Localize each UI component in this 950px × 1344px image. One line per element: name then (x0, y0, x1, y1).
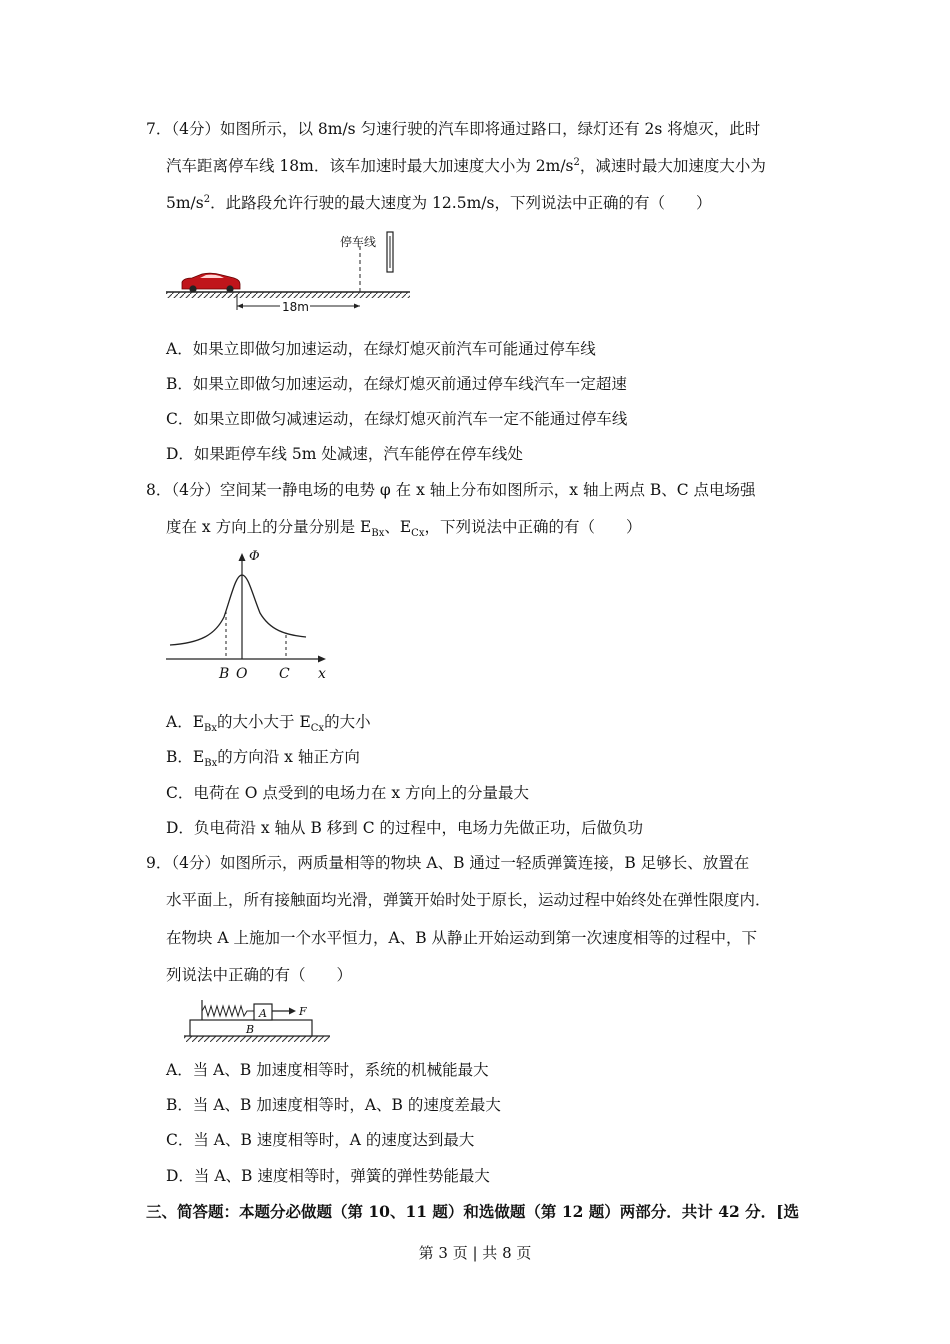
q7-superscript: 2 (573, 156, 580, 168)
q9-ground-hatch (184, 1036, 330, 1042)
q8-option-d: D．负电荷沿 x 轴从 B 移到 C 的过程中，电场力先做正功，后做负功 (166, 819, 643, 837)
q8-sub-cx: Cx (411, 528, 425, 540)
q7-line3-text-b: ．此路段允许行驶的最大速度为 12.5m/s，下列说法中正确的有（ ） (210, 194, 712, 212)
q7-option-b: B．如果立即做匀加速运动，在绿灯熄灭前通过停车线汽车一定超速 (166, 375, 627, 393)
traffic-light-icon (387, 232, 393, 272)
q7-superscript-2: 2 (203, 193, 211, 205)
q7-ground-hatch (166, 292, 410, 298)
q9-stem-line3: 在物块 A 上施加一个水平恒力，A、B 从静止开始运动到第一次速度相等的过程中，下 (166, 929, 758, 947)
q8-x-label: x (318, 666, 326, 682)
q8-phi-label: Φ (249, 549, 260, 564)
q7-stem-line3 (166, 193, 711, 213)
q7-option-c: C．如果立即做匀减速运动，在绿灯熄灭前汽车一定不能通过停车线 (166, 410, 628, 428)
q9-option-b: B．当 A、B 加速度相等时，A、B 的速度差最大 (166, 1096, 501, 1114)
q8-option-b (166, 747, 360, 770)
q7-arrowhead-right (354, 304, 360, 309)
page-footer: 第 3 页 | 共 8 页 (418, 1244, 532, 1262)
q9-stem-line1: 9．（4分）如图所示，两质量相等的物块 A、B 通过一轻质弹簧连接，B 足够长、放置在 (146, 854, 750, 872)
spring-icon (202, 1006, 254, 1016)
q8-stem-line1: 8．（4分）空间某一静电场的电势 φ 在 x 轴上分布如图所示，x 轴上两点 B、C 点电场强 (146, 481, 756, 499)
q7-line2-text-b: ，减速时最大加速度大小为 (579, 157, 766, 175)
q8-x-axis-arrow (318, 656, 326, 663)
q9-a-label: A (259, 1007, 267, 1020)
q8-opta-text-b: 的大小大于 E (217, 713, 311, 731)
q8-option-a (166, 712, 371, 735)
q7-option-a: A．如果立即做匀加速运动，在绿灯熄灭前汽车可能通过停车线 (166, 340, 596, 358)
q8-sub-bx: Bx (371, 528, 385, 540)
q9-stem-line4: 列说法中正确的有（ ） (166, 966, 353, 984)
q8-b-label: B (219, 666, 230, 682)
q9-f-label: F (299, 1005, 307, 1018)
q8-c-label: C (279, 666, 290, 682)
q8-line2-text-c: ，下列说法中正确的有（ ） (424, 518, 642, 536)
q9-force-arrowhead (289, 1008, 296, 1015)
q7-figure (160, 228, 420, 323)
q8-option-c: C．电荷在 O 点受到的电场力在 x 方向上的分量最大 (166, 784, 530, 802)
q8-potential-curve (170, 575, 306, 645)
q7-line2-text-a: 汽车距离停车线 18m．该车加速时最大加速度大小为 2m/s (166, 157, 574, 175)
q9-option-d: D．当 A、B 速度相等时，弹簧的弹性势能最大 (166, 1167, 490, 1185)
q7-line3-text-a: 5m/s (166, 194, 204, 212)
q8-opta-sub-cx: Cx (310, 723, 325, 735)
q8-opta-text-c: 的大小 (324, 713, 371, 731)
q9-option-c: C．当 A、B 速度相等时，A 的速度达到最大 (166, 1131, 475, 1149)
q8-stem-line2 (166, 517, 642, 540)
car-icon (182, 273, 240, 292)
q8-optb-text-a: B．E (166, 748, 205, 766)
q7-stem-line2 (166, 156, 766, 176)
q7-stem-line1: 7．（4分）如图所示，以 8m/s 匀速行驶的汽车即将通过路口，绿灯还有 2s 将熄灭，此时 (146, 120, 761, 138)
q8-opta-sub-bx: Bx (204, 723, 218, 735)
q7-stop-line-label: 停车线 (340, 235, 377, 249)
section-3-heading: 三、简答题：本题分必做题（第 10、11 题）和选做题（第 12 题）两部分．共计 42 分．[选 (146, 1202, 799, 1221)
q7-distance-label: 18m (282, 300, 309, 314)
q8-potential-graph (160, 545, 340, 690)
q9-b-label: B (246, 1023, 255, 1036)
q8-optb-sub-bx: Bx (204, 758, 218, 770)
q7-arrowhead-left (237, 304, 243, 309)
q8-line2-text-a: 度在 x 方向上的分量分别是 E (166, 518, 372, 536)
q8-optb-text-b: 的方向沿 x 轴正方向 (217, 748, 360, 766)
q8-opta-text-a: A．E (166, 713, 205, 731)
q8-phi-axis-arrow (239, 553, 246, 561)
q9-figure (180, 994, 340, 1054)
q9-stem-line2: 水平面上，所有接触面均光滑，弹簧开始时处于原长，运动过程中始终处在弹性限度内． (166, 891, 771, 909)
q9-option-a: A．当 A、B 加速度相等时，系统的机械能最大 (166, 1061, 489, 1079)
q8-o-label: O (236, 666, 248, 682)
q8-line2-text-b: 、E (384, 518, 412, 536)
q7-option-d: D．如果距停车线 5m 处减速，汽车能停在停车线处 (166, 445, 523, 463)
